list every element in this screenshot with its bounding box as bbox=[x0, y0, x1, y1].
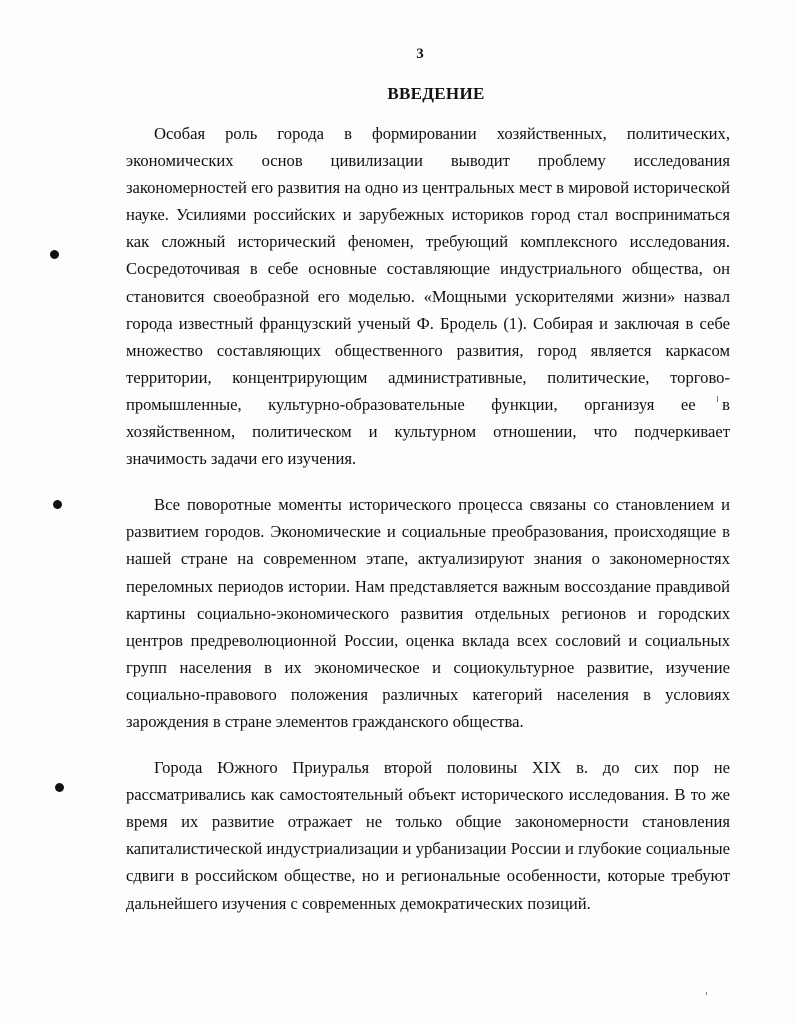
margin-mark-dot bbox=[55, 783, 64, 792]
body-text bbox=[126, 120, 730, 917]
paragraph-2: Все поворотные моменты исторического процесса связаны со становлением и развитием городов. Экономические и социальные преобразования, происходящие в нашей стране на современном этапе, актуализируют знания о закономерностях переломных периодов истории. Нам представляется важным воссоздание правдивой картины социально-экономического развития отдельных регионов и городских центров предреволюционной России, оценка вклада всех сословий и социальных групп населения в их экономическое и социокультурное развитие, изучение социально-правового положения различных категорий населения в условиях зарождения в стране элементов гражданского общества. bbox=[126, 495, 730, 731]
page-number: 3 bbox=[416, 46, 424, 62]
margin-mark-dot bbox=[53, 500, 62, 509]
paragraph-1: Особая роль города в формировании хозяйственных, политических, экономических основ цивилизации выводит проблему исследования закономерностей его развития на одно из центральных мест в мировой исторической науке. Усилиями российских и зарубежных историков город стал восприниматься как сложный исторический феномен, требующий комплексного исследования. Сосредоточивая в себе основные составляющие индустриального общества, он становится своеобразной его моделью. «Мощными ускорителями жизни» назвал города известный французский ученый Ф. Бродель (1). Собирая и заключая в себе множество составляющих общественного развития, город является каркасом территории, концентрирующим административные, политические, торгово-промышленные, культурно-образовательные функции, организуя ее в хозяйственном, политическом и культурном отношении, что подчеркивает значимость задачи его изучения. bbox=[126, 124, 730, 469]
scan-speck bbox=[706, 992, 707, 995]
paragraph-3: Города Южного Приуралья второй половины XIX в. до сих пор не рассматривались как самостоятельный объект исторического исследования. В то же время их развитие отражает не только общие закономерности становления капиталистической индустриализации и урбанизации России и глубокие социальные сдвиги в российском обществе, но и региональные особенности, которые требуют дальнейшего изучения с современных демократических позиций. bbox=[126, 758, 730, 913]
section-heading: ВВЕДЕНИЕ bbox=[387, 84, 485, 103]
margin-mark-dot bbox=[50, 250, 59, 259]
